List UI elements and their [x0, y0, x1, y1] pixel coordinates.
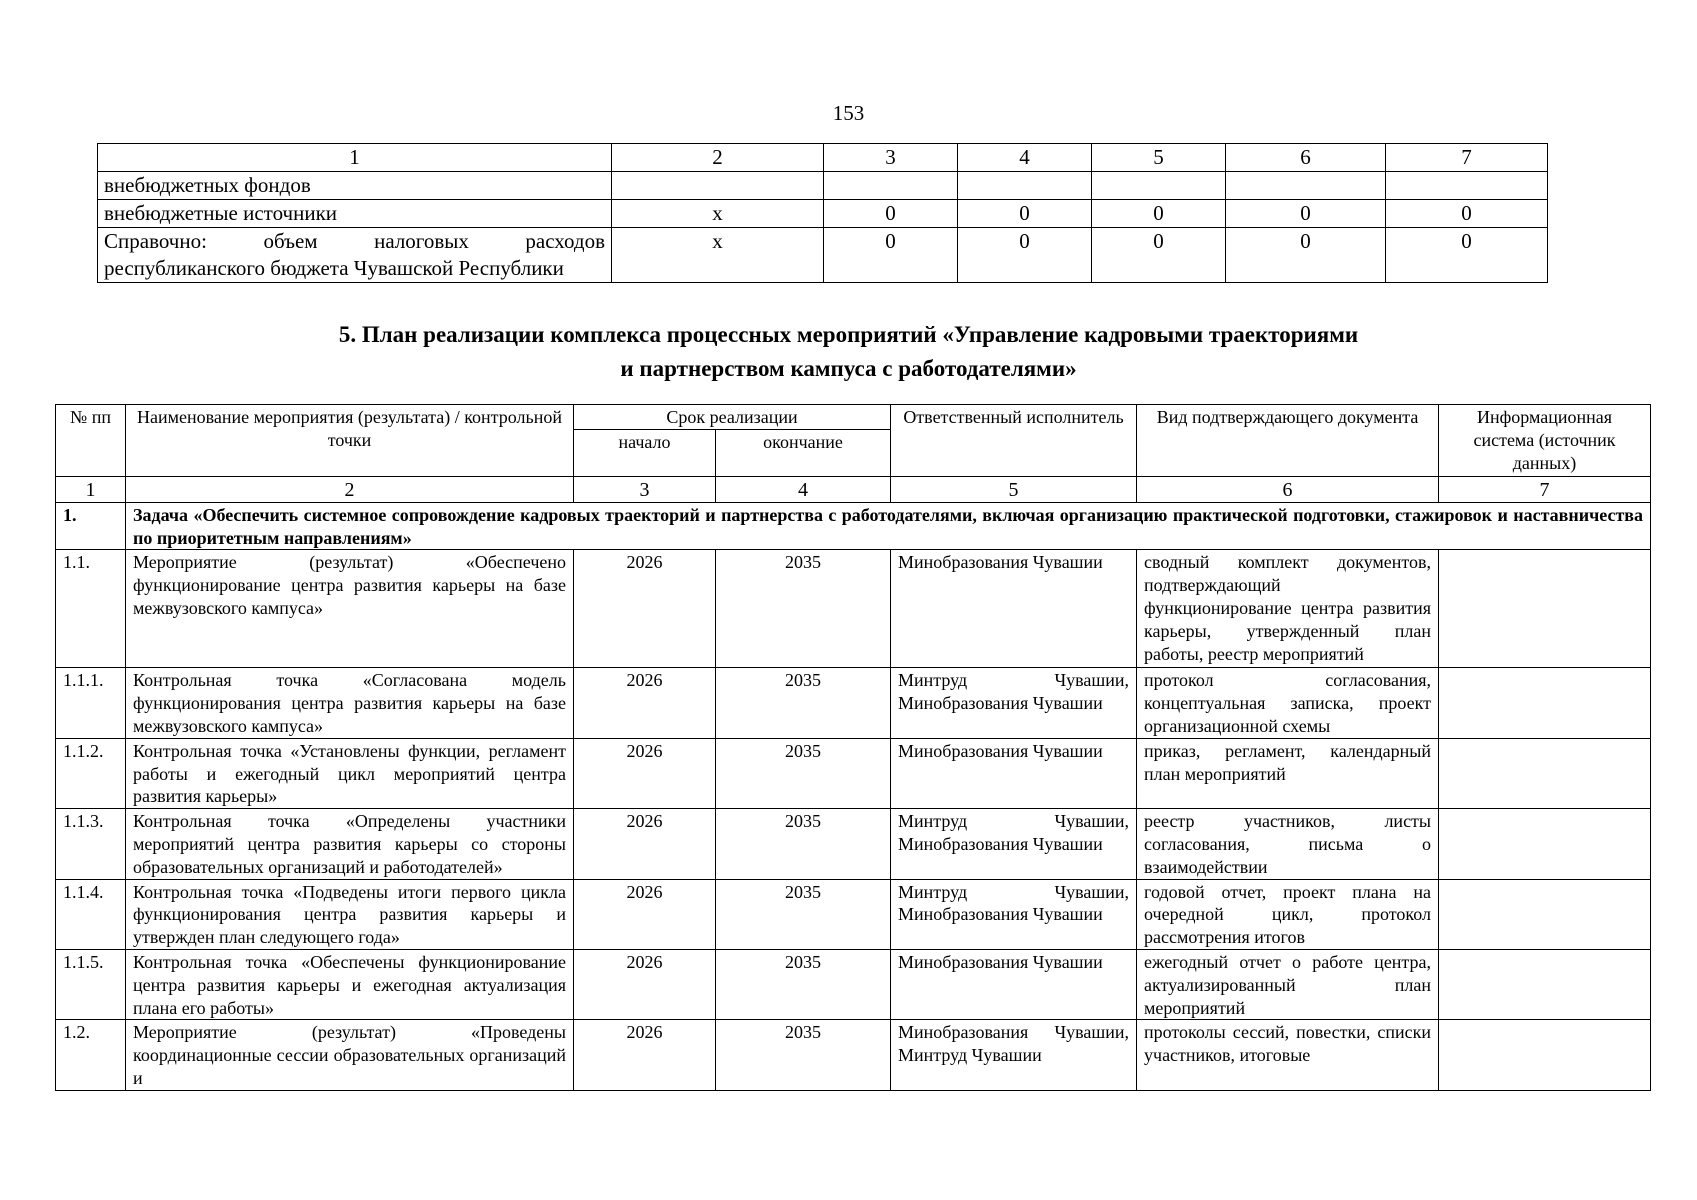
budget-row-label: внебюджетных фондов	[98, 172, 612, 200]
plan-col-number: 5	[891, 476, 1137, 502]
row-start: 2026	[574, 809, 716, 879]
plan-row	[56, 1020, 1651, 1090]
budget-cell	[1386, 172, 1548, 200]
row-start: 2026	[574, 949, 716, 1019]
row-responsible: Минтруд Чувашии, Минобразования Чувашии	[891, 809, 1137, 879]
row-document: ежегодный отчет о работе центра, актуализированный план мероприятий	[1137, 949, 1439, 1019]
row-info	[1439, 1020, 1651, 1090]
budget-cell: 0	[1226, 200, 1386, 228]
budget-row-label: Справочно: объем налоговых расходов республиканского бюджета Чувашской Республики	[98, 228, 612, 283]
row-name: Мероприятие (результат) «Обеспечено функционирование центра развития карьеры на базе межвузовского кампуса»	[126, 550, 574, 668]
row-responsible: Минобразования Чувашии	[891, 550, 1137, 668]
row-num: 1.1.1.	[56, 668, 126, 738]
header-end: окончание	[716, 429, 891, 476]
budget-cell: 0	[1092, 200, 1226, 228]
budget-cell: 0	[958, 228, 1092, 283]
budget-cell: x	[612, 200, 824, 228]
row-document: реестр участников, листы согласования, письма о взаимодействии	[1137, 809, 1439, 879]
row-info	[1439, 809, 1651, 879]
row-num: 1.1.5.	[56, 949, 126, 1019]
row-info	[1439, 550, 1651, 668]
row-num: 1.1.3.	[56, 809, 126, 879]
row-name: Мероприятие (результат) «Проведены координационные сессии образовательных организаций и	[126, 1020, 574, 1090]
row-responsible: Минтруд Чувашии, Минобразования Чувашии	[891, 879, 1137, 949]
budget-cell	[612, 172, 824, 200]
budget-cell	[1226, 172, 1386, 200]
row-num: 1.1.4.	[56, 879, 126, 949]
row-info	[1439, 668, 1651, 738]
budget-cell	[958, 172, 1092, 200]
plan-column-numbers	[56, 476, 1651, 502]
budget-row	[98, 228, 1548, 283]
budget-cell	[824, 172, 958, 200]
row-start: 2026	[574, 550, 716, 668]
row-info	[1439, 879, 1651, 949]
row-document: годовой отчет, проект плана на очередной цикл, протокол рассмотрения итогов	[1137, 879, 1439, 949]
budget-row-label: внебюджетные источники	[98, 200, 612, 228]
plan-row	[56, 550, 1651, 668]
plan-col-number: 3	[574, 476, 716, 502]
section-title-line: 5. План реализации комплекса процессных мероприятий «Управление кадровыми траекториями	[338, 322, 1359, 347]
plan-row	[56, 809, 1651, 879]
plan-table	[55, 404, 1651, 1091]
header-responsible: Ответственный исполнитель	[891, 405, 1137, 477]
budget-column-numbers	[98, 144, 1548, 172]
header-name: Наименование мероприятия (результата) / контрольной точки	[126, 405, 574, 477]
budget-cell	[1092, 172, 1226, 200]
row-start: 2026	[574, 879, 716, 949]
row-responsible: Минобразования Чувашии	[891, 949, 1137, 1019]
row-name: Контрольная точка «Согласована модель функционирования центра развития карьеры на базе межвузовского кампуса»	[126, 668, 574, 738]
header-info-system: Информационная система (источник данных)	[1439, 405, 1651, 477]
header-num: № пп	[56, 405, 126, 477]
budget-cell: x	[612, 228, 824, 283]
budget-col-number: 5	[1092, 144, 1226, 172]
row-name: Контрольная точка «Определены участники мероприятий центра развития карьеры со стороны образовательных организаций и работодателей»	[126, 809, 574, 879]
plan-header-row	[56, 405, 1651, 430]
header-period: Срок реализации	[574, 405, 891, 430]
row-document: протоколы сессий, повестки, списки участников, итоговые	[1137, 1020, 1439, 1090]
row-info	[1439, 738, 1651, 808]
row-start: 2026	[574, 668, 716, 738]
section-title-line: и партнерством кампуса с работодателями»	[620, 356, 1077, 381]
budget-col-number: 7	[1386, 144, 1548, 172]
row-end: 2035	[716, 809, 891, 879]
row-document: сводный комплект документов, подтверждающий функционирование центра развития карьеры, утвержденный план работы, реестр мероприятий	[1137, 550, 1439, 668]
header-document: Вид подтверждающего документа	[1137, 405, 1439, 477]
row-responsible: Минтруд Чувашии, Минобразования Чувашии	[891, 668, 1137, 738]
budget-col-number: 2	[612, 144, 824, 172]
task-row	[56, 502, 1651, 550]
plan-row	[56, 949, 1651, 1019]
plan-col-number: 4	[716, 476, 891, 502]
row-num: 1.2.	[56, 1020, 126, 1090]
task-text: Задача «Обеспечить системное сопровождение кадровых траекторий и партнерства с работодателями, включая организацию практической подготовки, стажировок и наставничества по приоритетным направлениям»	[126, 502, 1651, 550]
budget-cell: 0	[1386, 200, 1548, 228]
row-end: 2035	[716, 738, 891, 808]
plan-col-number: 1	[56, 476, 126, 502]
plan-col-number: 7	[1439, 476, 1651, 502]
row-name: Контрольная точка «Обеспечены функционирование центра развития карьеры и ежегодная актуализация плана его работы»	[126, 949, 574, 1019]
budget-col-number: 6	[1226, 144, 1386, 172]
row-document: приказ, регламент, календарный план мероприятий	[1137, 738, 1439, 808]
budget-table	[97, 143, 1548, 283]
row-end: 2035	[716, 668, 891, 738]
row-start: 2026	[574, 738, 716, 808]
row-end: 2035	[716, 550, 891, 668]
row-end: 2035	[716, 879, 891, 949]
plan-row	[56, 738, 1651, 808]
budget-row	[98, 200, 1548, 228]
row-end: 2035	[716, 1020, 891, 1090]
budget-cell: 0	[1386, 228, 1548, 283]
row-responsible: Минобразования Чувашии	[891, 738, 1137, 808]
budget-cell: 0	[824, 228, 958, 283]
section-title	[0, 318, 1697, 386]
row-end: 2035	[716, 949, 891, 1019]
row-responsible: Минобразования Чувашии, Минтруд Чувашии	[891, 1020, 1137, 1090]
budget-col-number: 1	[98, 144, 612, 172]
row-start: 2026	[574, 1020, 716, 1090]
row-info	[1439, 949, 1651, 1019]
budget-col-number: 4	[958, 144, 1092, 172]
row-name: Контрольная точка «Подведены итоги первого цикла функционирования центра развития карьеры и утвержден план следующего года»	[126, 879, 574, 949]
budget-cell: 0	[1092, 228, 1226, 283]
budget-cell: 0	[958, 200, 1092, 228]
page-number: 153	[832, 101, 865, 125]
task-num: 1.	[56, 502, 126, 550]
row-num: 1.1.2.	[56, 738, 126, 808]
budget-cell: 0	[824, 200, 958, 228]
budget-col-number: 3	[824, 144, 958, 172]
row-name: Контрольная точка «Установлены функции, регламент работы и ежегодный цикл мероприятий центра развития карьеры»	[126, 738, 574, 808]
budget-cell: 0	[1226, 228, 1386, 283]
row-document: протокол согласования, концептуальная записка, проект организационной схемы	[1137, 668, 1439, 738]
plan-row	[56, 668, 1651, 738]
plan-col-number: 2	[126, 476, 574, 502]
plan-col-number: 6	[1137, 476, 1439, 502]
plan-row	[56, 879, 1651, 949]
header-start: начало	[574, 429, 716, 476]
row-num: 1.1.	[56, 550, 126, 668]
budget-row	[98, 172, 1548, 200]
